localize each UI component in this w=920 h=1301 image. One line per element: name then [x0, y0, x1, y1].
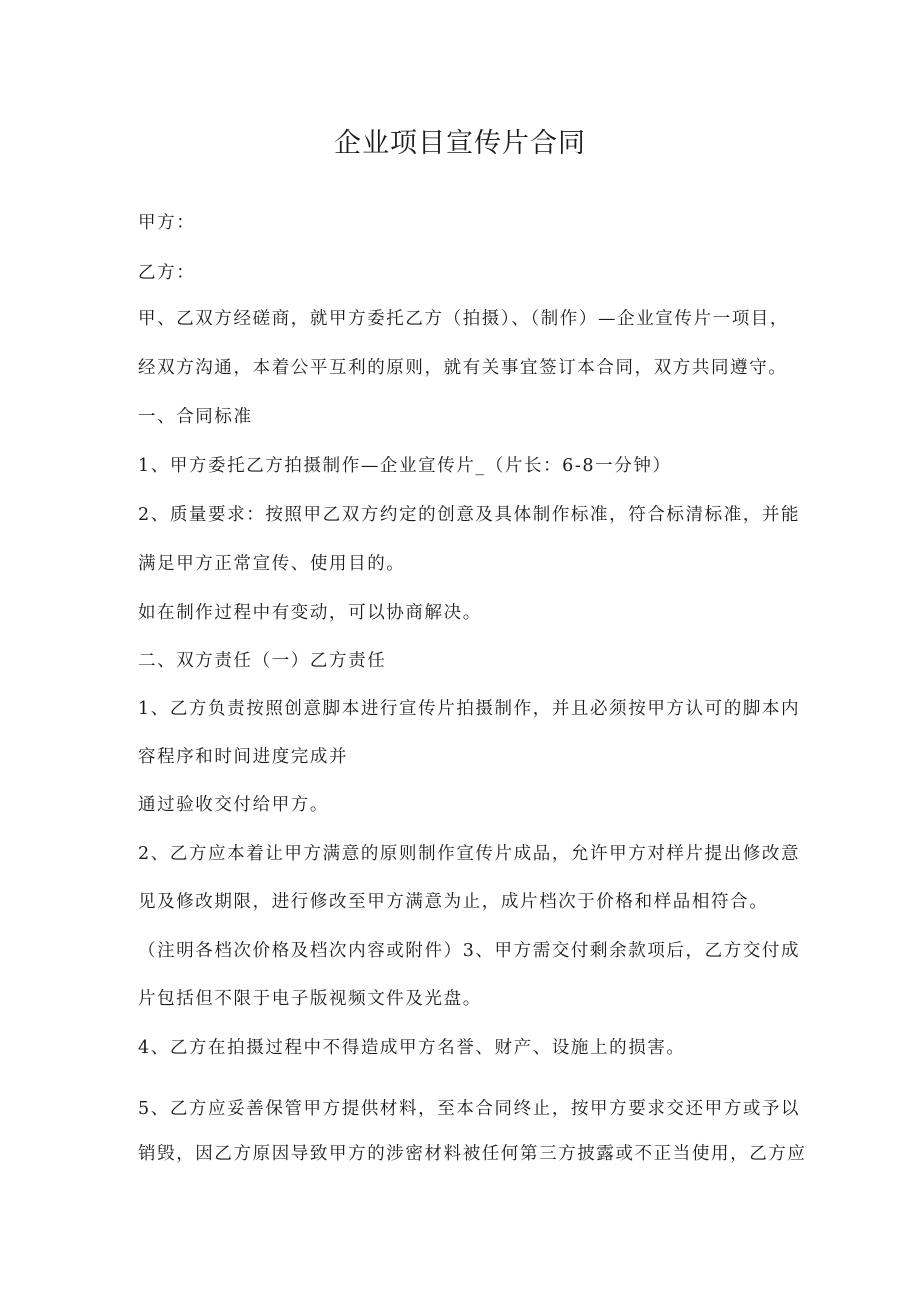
section-2-item-2-line-2: 见及修改期限，进行修改至甲方满意为止，成片档次于价格和样品相符合。: [138, 892, 769, 912]
section-1-item-1: 1、甲方委托乙方拍摄制作—企业宣传片_（片长：6-8一分钟）: [138, 456, 672, 476]
section-1-item-2-line-2: 满足甲方正常宣传、使用目的。: [138, 554, 406, 574]
section-1-heading: 一、合同标准: [138, 407, 253, 427]
intro-line-1: 甲、乙双方经磋商，就甲方委托乙方（拍摄）、（制作）—企业宣传片一项目，: [138, 309, 789, 329]
section-2-heading: 二、双方责任（一）乙方责任: [138, 651, 387, 671]
section-2-item-4: 4、乙方在拍摄过程中不得造成甲方名誉、财产、设施上的损害。: [138, 1038, 686, 1058]
party-a-label: 甲方：: [138, 213, 196, 233]
section-2-item-3-line-2: 片包括但不限于电子版视频文件及光盘。: [138, 989, 482, 1009]
section-2-item-5-line-2: 销毁，因乙方原因导致甲方的涉密材料被任何第三方披露或不正当使用，乙方应: [138, 1144, 807, 1164]
section-2-item-5-line-1: 5、乙方应妥善保管甲方提供材料，至本合同终止，按甲方要求交还甲方或予以: [138, 1099, 801, 1119]
section-2-item-3-line-1: （注明各档次价格及档次内容或附件）3、甲方需交付剩余款项后，乙方交付成: [138, 941, 801, 961]
document-title: 企业项目宣传片合同: [334, 128, 586, 159]
section-2-item-1-line-3: 通过验收交付给甲方。: [138, 795, 329, 815]
party-b-label: 乙方：: [138, 263, 196, 283]
section-2-item-1-line-2: 容程序和时间进度完成并: [138, 747, 349, 767]
intro-line-2: 经双方沟通，本着公平互利的原则，就有关事宜签订本合同，双方共同遵守。: [138, 358, 788, 378]
section-2-item-2-line-1: 2、乙方应本着让甲方满意的原则制作宣传片成品，允许甲方对样片提出修改意: [138, 844, 801, 864]
section-1-item-2-line-1: 2、质量要求：按照甲乙双方约定的创意及具体制作标准，符合标清标准，并能: [138, 505, 801, 525]
section-1-note: 如在制作过程中有变动，可以协商解决。: [138, 603, 482, 623]
section-2-item-1-line-1: 1、乙方负责按照创意脚本进行宣传片拍摄制作，并且必须按甲方认可的脚本内: [138, 699, 801, 719]
